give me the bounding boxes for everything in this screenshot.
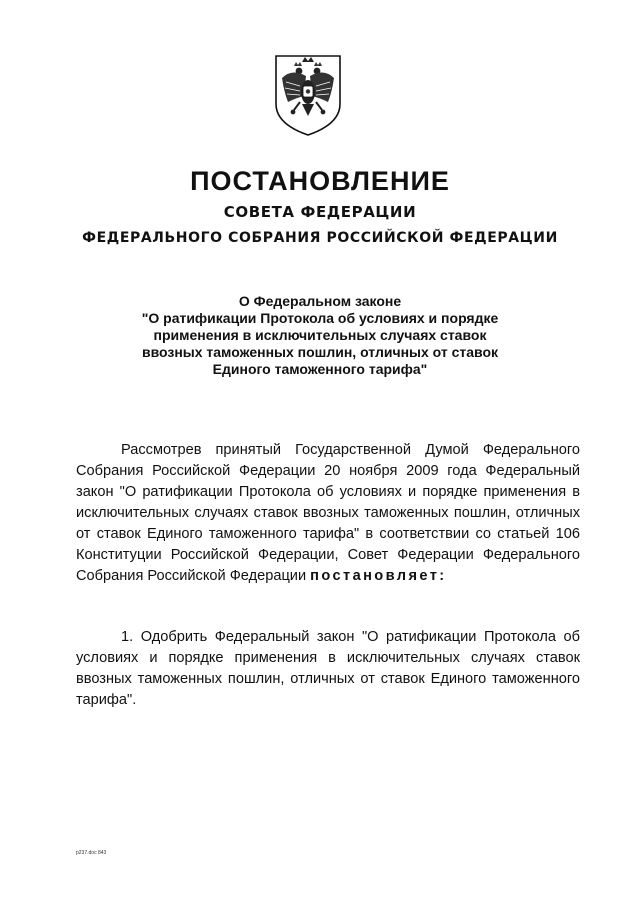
preamble-text: Рассмотрев принятый Государственной Думой Федерального Собрания Российской Федерации 20 ноября 2009 года Федеральный закон "О ратификации Протокола об условиях и порядке применения в исключительных случаях ставок ввозных таможенных пошлин, отличных от ставок Единого таможенного тарифа" в соответствии со статьей 106 Конституции Российской Федерации, Совет Федерации Федерального Собрания Российской Федерации [76, 442, 580, 584]
resolution-item-1: 1. Одобрить Федеральный закон "О ратификации Протокола об условиях и порядке применения в исключительных случаях ставок ввозных таможенных пошлин, отличных от ставок Единого таможенного тарифа". [76, 629, 580, 708]
resolves-keyword: постановляет: [310, 568, 447, 584]
document-title: ПОСТАНОВЛЕНИЕ [190, 166, 450, 196]
subject-line: применения в исключительных случаях ставок [153, 327, 487, 343]
file-reference: p237.doc 843 [76, 850, 107, 856]
subject-line: Единого таможенного тарифа" [212, 361, 428, 377]
russian-coat-of-arms-icon [272, 52, 344, 138]
subject-line: ввозных таможенных пошлин, отличных от ставок [141, 344, 499, 360]
subject-line: "О ратификации Протокола об условиях и порядке [141, 310, 499, 326]
subject-line: О Федеральном законе [238, 293, 402, 309]
document-subject [60, 293, 580, 378]
preamble-paragraph [76, 440, 580, 587]
issuer-line-2: ФЕДЕРАЛЬНОГО СОБРАНИЯ РОССИЙСКОЙ ФЕДЕРАЦИИ [82, 230, 558, 246]
issuer-line-1: СОВЕТА ФЕДЕРАЦИИ [223, 203, 417, 221]
